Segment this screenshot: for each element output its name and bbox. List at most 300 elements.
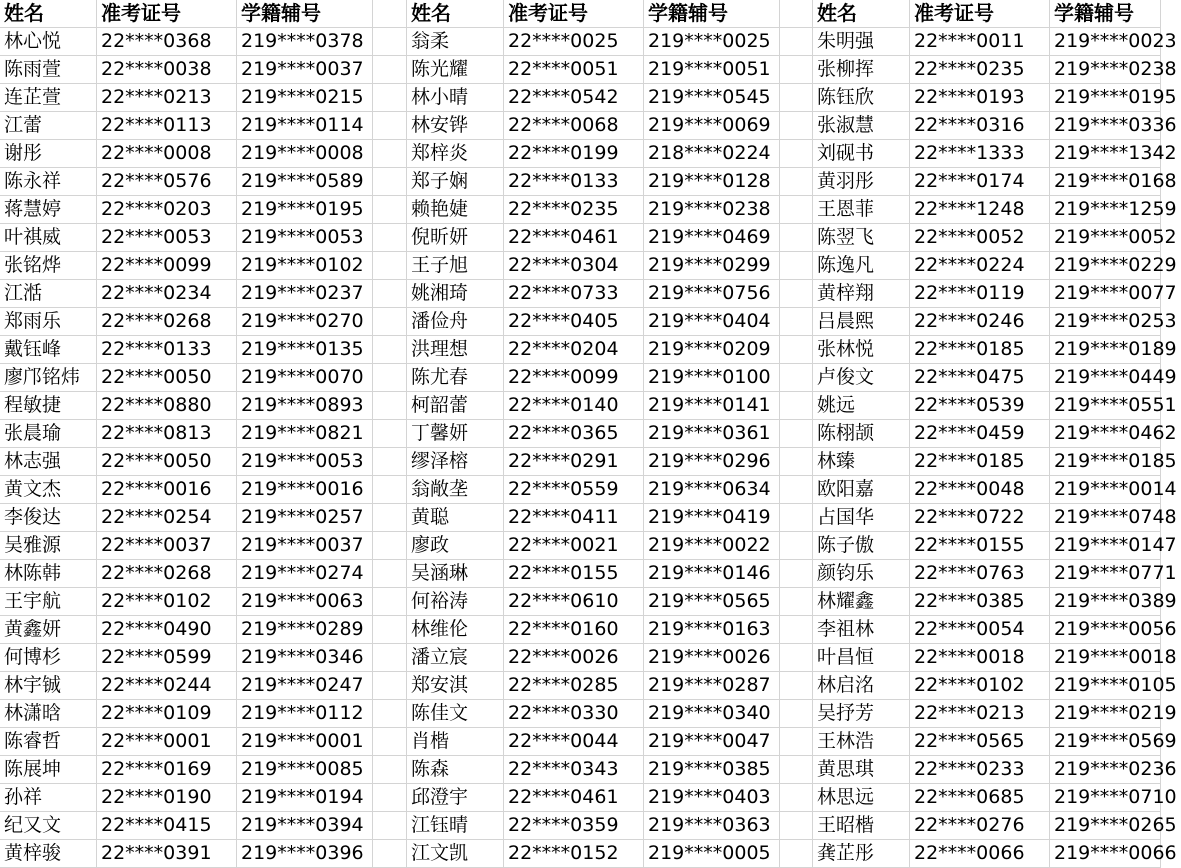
cell-exam-number[interactable]: 22****0234	[97, 280, 237, 308]
cell-student-id[interactable]: 219****0404	[644, 308, 780, 336]
cell-exam-number[interactable]: 22****0001	[97, 728, 237, 756]
cell-student-id[interactable]: 219****0219	[1050, 700, 1161, 728]
cell-exam-number[interactable]: 22****0391	[97, 840, 237, 868]
cell-exam-number[interactable]: 22****0016	[97, 476, 237, 504]
cell-exam-number[interactable]: 22****0268	[97, 308, 237, 336]
cell-student-id[interactable]: 219****0299	[644, 252, 780, 280]
cell-exam-number[interactable]: 22****0155	[910, 532, 1050, 560]
cell-name[interactable]: 蒋慧婷	[0, 196, 97, 224]
spacer-column-cell[interactable]	[780, 588, 813, 616]
cell-name[interactable]: 肖楷	[407, 728, 504, 756]
cell-student-id[interactable]: 219****0378	[237, 28, 373, 56]
cell-exam-number[interactable]: 22****0018	[910, 644, 1050, 672]
cell-name[interactable]: 王林浩	[813, 728, 910, 756]
cell-exam-number[interactable]: 22****0610	[504, 588, 644, 616]
cell-exam-number[interactable]: 22****0722	[910, 504, 1050, 532]
spacer-column-cell[interactable]	[780, 644, 813, 672]
cell-student-id[interactable]: 219****0026	[644, 644, 780, 672]
cell-name[interactable]: 赖艳婕	[407, 196, 504, 224]
cell-student-id[interactable]: 219****0025	[644, 28, 780, 56]
cell-student-id[interactable]: 219****0771	[1050, 560, 1161, 588]
spacer-column-cell[interactable]	[373, 504, 407, 532]
spacer-column-cell[interactable]	[780, 392, 813, 420]
spacer-column-cell[interactable]	[780, 756, 813, 784]
header-exam-number[interactable]: 准考证号	[910, 0, 1050, 28]
cell-student-id[interactable]: 219****0077	[1050, 280, 1161, 308]
spacer-column-cell[interactable]	[373, 28, 407, 56]
spacer-column-cell[interactable]	[373, 784, 407, 812]
cell-name[interactable]: 吴抒芳	[813, 700, 910, 728]
cell-name[interactable]: 林耀鑫	[813, 588, 910, 616]
spacer-column-cell[interactable]	[780, 700, 813, 728]
cell-exam-number[interactable]: 22****0054	[910, 616, 1050, 644]
cell-name[interactable]: 林思远	[813, 784, 910, 812]
cell-student-id[interactable]: 219****0893	[237, 392, 373, 420]
cell-name[interactable]: 李俊达	[0, 504, 97, 532]
cell-student-id[interactable]: 219****0100	[644, 364, 780, 392]
cell-student-id[interactable]: 219****0085	[237, 756, 373, 784]
cell-exam-number[interactable]: 22****0285	[504, 672, 644, 700]
cell-student-id[interactable]: 219****0037	[237, 532, 373, 560]
cell-name[interactable]: 林宇铖	[0, 672, 97, 700]
spacer-column-cell[interactable]	[780, 448, 813, 476]
cell-exam-number[interactable]: 22****0542	[504, 84, 644, 112]
cell-student-id[interactable]: 219****0394	[237, 812, 373, 840]
cell-exam-number[interactable]: 22****0539	[910, 392, 1050, 420]
cell-name[interactable]: 柯韶蕾	[407, 392, 504, 420]
cell-name[interactable]: 黄梓骏	[0, 840, 97, 868]
cell-exam-number[interactable]: 22****0185	[910, 336, 1050, 364]
cell-exam-number[interactable]: 22****0565	[910, 728, 1050, 756]
cell-student-id[interactable]: 219****0102	[237, 252, 373, 280]
cell-name[interactable]: 戴钰峰	[0, 336, 97, 364]
cell-name[interactable]: 何裕涛	[407, 588, 504, 616]
cell-exam-number[interactable]: 22****0415	[97, 812, 237, 840]
spacer-column-cell[interactable]	[373, 280, 407, 308]
cell-exam-number[interactable]: 22****0461	[504, 224, 644, 252]
cell-name[interactable]: 林小晴	[407, 84, 504, 112]
cell-student-id[interactable]: 219****0146	[644, 560, 780, 588]
spacer-column-cell[interactable]	[373, 0, 407, 28]
cell-student-id[interactable]: 219****0037	[237, 56, 373, 84]
spacer-column-cell[interactable]	[373, 364, 407, 392]
cell-exam-number[interactable]: 22****0185	[910, 448, 1050, 476]
cell-exam-number[interactable]: 22****0405	[504, 308, 644, 336]
spacer-column-cell[interactable]	[780, 476, 813, 504]
spacer-column-cell[interactable]	[373, 308, 407, 336]
spacer-column-cell[interactable]	[373, 560, 407, 588]
cell-name[interactable]: 张淑慧	[813, 112, 910, 140]
cell-name[interactable]: 陈佳文	[407, 700, 504, 728]
cell-name[interactable]: 郑梓炎	[407, 140, 504, 168]
cell-student-id[interactable]: 219****0236	[1050, 756, 1161, 784]
header-student-id[interactable]: 学籍辅号	[237, 0, 373, 28]
spacer-column-cell[interactable]	[373, 588, 407, 616]
cell-name[interactable]: 张林悦	[813, 336, 910, 364]
cell-student-id[interactable]: 219****0462	[1050, 420, 1161, 448]
spacer-column-cell[interactable]	[780, 0, 813, 28]
cell-student-id[interactable]: 219****0419	[644, 504, 780, 532]
cell-student-id[interactable]: 219****0396	[237, 840, 373, 868]
cell-student-id[interactable]: 219****0336	[1050, 112, 1161, 140]
spacer-column-cell[interactable]	[780, 560, 813, 588]
cell-student-id[interactable]: 219****0053	[237, 448, 373, 476]
cell-student-id[interactable]: 219****0274	[237, 560, 373, 588]
spacer-column-cell[interactable]	[780, 84, 813, 112]
cell-student-id[interactable]: 219****0185	[1050, 448, 1161, 476]
spacer-column-cell[interactable]	[373, 448, 407, 476]
cell-name[interactable]: 陈逸凡	[813, 252, 910, 280]
header-exam-number[interactable]: 准考证号	[97, 0, 237, 28]
cell-name[interactable]: 王恩菲	[813, 196, 910, 224]
cell-student-id[interactable]: 219****0710	[1050, 784, 1161, 812]
cell-student-id[interactable]: 218****0224	[644, 140, 780, 168]
cell-name[interactable]: 林陈韩	[0, 560, 97, 588]
spacer-column-cell[interactable]	[780, 336, 813, 364]
cell-exam-number[interactable]: 22****0048	[910, 476, 1050, 504]
cell-student-id[interactable]: 219****0105	[1050, 672, 1161, 700]
spacer-column-cell[interactable]	[780, 728, 813, 756]
cell-student-id[interactable]: 219****0147	[1050, 532, 1161, 560]
cell-name[interactable]: 程敏捷	[0, 392, 97, 420]
cell-name[interactable]: 王宇航	[0, 588, 97, 616]
cell-student-id[interactable]: 219****0237	[237, 280, 373, 308]
cell-name[interactable]: 黄思琪	[813, 756, 910, 784]
cell-name[interactable]: 黄文杰	[0, 476, 97, 504]
cell-exam-number[interactable]: 22****0359	[504, 812, 644, 840]
spacer-column-cell[interactable]	[780, 672, 813, 700]
cell-exam-number[interactable]: 22****0316	[910, 112, 1050, 140]
cell-name[interactable]: 陈光耀	[407, 56, 504, 84]
cell-exam-number[interactable]: 22****0244	[97, 672, 237, 700]
cell-exam-number[interactable]: 22****1248	[910, 196, 1050, 224]
cell-exam-number[interactable]: 22****0068	[504, 112, 644, 140]
spacer-column-cell[interactable]	[373, 812, 407, 840]
spacer-column-cell[interactable]	[373, 476, 407, 504]
spacer-column-cell[interactable]	[780, 56, 813, 84]
cell-exam-number[interactable]: 22****0204	[504, 336, 644, 364]
cell-exam-number[interactable]: 22****0102	[910, 672, 1050, 700]
cell-name[interactable]: 吴涵琳	[407, 560, 504, 588]
cell-name[interactable]: 郑安淇	[407, 672, 504, 700]
spacer-column-cell[interactable]	[780, 840, 813, 868]
spacer-column-cell[interactable]	[780, 252, 813, 280]
cell-exam-number[interactable]: 22****0304	[504, 252, 644, 280]
cell-exam-number[interactable]: 22****0102	[97, 588, 237, 616]
cell-exam-number[interactable]: 22****0037	[97, 532, 237, 560]
cell-student-id[interactable]: 219****0289	[237, 616, 373, 644]
cell-name[interactable]: 颜钧乐	[813, 560, 910, 588]
cell-name[interactable]: 林臻	[813, 448, 910, 476]
cell-student-id[interactable]: 219****0569	[1050, 728, 1161, 756]
cell-student-id[interactable]: 219****0001	[237, 728, 373, 756]
cell-exam-number[interactable]: 22****0233	[910, 756, 1050, 784]
cell-name[interactable]: 江钰晴	[407, 812, 504, 840]
cell-student-id[interactable]: 219****0634	[644, 476, 780, 504]
cell-name[interactable]: 翁柔	[407, 28, 504, 56]
cell-name[interactable]: 张晨瑜	[0, 420, 97, 448]
spacer-column-cell[interactable]	[780, 112, 813, 140]
cell-student-id[interactable]: 219****0403	[644, 784, 780, 812]
cell-exam-number[interactable]: 22****0008	[97, 140, 237, 168]
cell-name[interactable]: 吴雅源	[0, 532, 97, 560]
cell-exam-number[interactable]: 22****0099	[504, 364, 644, 392]
cell-exam-number[interactable]: 22****0021	[504, 532, 644, 560]
cell-exam-number[interactable]: 22****0203	[97, 196, 237, 224]
cell-exam-number[interactable]: 22****0576	[97, 168, 237, 196]
cell-student-id[interactable]: 219****0821	[237, 420, 373, 448]
cell-name[interactable]: 翁敞垄	[407, 476, 504, 504]
spacer-column-cell[interactable]	[373, 84, 407, 112]
spacer-column-cell[interactable]	[373, 252, 407, 280]
cell-exam-number[interactable]: 22****0385	[910, 588, 1050, 616]
cell-exam-number[interactable]: 22****0050	[97, 364, 237, 392]
spacer-column-cell[interactable]	[373, 140, 407, 168]
spacer-column-cell[interactable]	[373, 728, 407, 756]
cell-name[interactable]: 缪泽榕	[407, 448, 504, 476]
cell-name[interactable]: 朱明强	[813, 28, 910, 56]
spacer-column-cell[interactable]	[780, 784, 813, 812]
cell-exam-number[interactable]: 22****0026	[504, 644, 644, 672]
spacer-column-cell[interactable]	[780, 280, 813, 308]
cell-student-id[interactable]: 219****0565	[644, 588, 780, 616]
cell-student-id[interactable]: 219****0389	[1050, 588, 1161, 616]
cell-name[interactable]: 江文凯	[407, 840, 504, 868]
cell-student-id[interactable]: 219****0070	[237, 364, 373, 392]
cell-student-id[interactable]: 219****0247	[237, 672, 373, 700]
cell-exam-number[interactable]: 22****1333	[910, 140, 1050, 168]
cell-exam-number[interactable]: 22****0174	[910, 168, 1050, 196]
cell-student-id[interactable]: 219****0022	[644, 532, 780, 560]
cell-name[interactable]: 陈翌飞	[813, 224, 910, 252]
cell-student-id[interactable]: 219****0051	[644, 56, 780, 84]
cell-exam-number[interactable]: 22****0475	[910, 364, 1050, 392]
cell-exam-number[interactable]: 22****0038	[97, 56, 237, 84]
cell-student-id[interactable]: 219****0008	[237, 140, 373, 168]
cell-student-id[interactable]: 219****0023	[1050, 28, 1161, 56]
cell-name[interactable]: 张柳挥	[813, 56, 910, 84]
cell-student-id[interactable]: 219****0469	[644, 224, 780, 252]
cell-name[interactable]: 陈雨萱	[0, 56, 97, 84]
cell-student-id[interactable]: 219****0551	[1050, 392, 1161, 420]
cell-name[interactable]: 何博杉	[0, 644, 97, 672]
cell-name[interactable]: 叶昌恒	[813, 644, 910, 672]
spacer-column-cell[interactable]	[780, 224, 813, 252]
cell-name[interactable]: 洪理想	[407, 336, 504, 364]
cell-exam-number[interactable]: 22****0461	[504, 784, 644, 812]
cell-exam-number[interactable]: 22****0559	[504, 476, 644, 504]
cell-exam-number[interactable]: 22****0169	[97, 756, 237, 784]
cell-student-id[interactable]: 219****0229	[1050, 252, 1161, 280]
cell-student-id[interactable]: 219****0756	[644, 280, 780, 308]
cell-name[interactable]: 丁馨妍	[407, 420, 504, 448]
cell-student-id[interactable]: 219****0346	[237, 644, 373, 672]
header-name[interactable]: 姓名	[0, 0, 97, 28]
cell-exam-number[interactable]: 22****0193	[910, 84, 1050, 112]
cell-exam-number[interactable]: 22****0155	[504, 560, 644, 588]
cell-exam-number[interactable]: 22****0044	[504, 728, 644, 756]
cell-exam-number[interactable]: 22****0733	[504, 280, 644, 308]
cell-student-id[interactable]: 219****0141	[644, 392, 780, 420]
cell-exam-number[interactable]: 22****0052	[910, 224, 1050, 252]
cell-name[interactable]: 姚湘琦	[407, 280, 504, 308]
cell-student-id[interactable]: 219****0112	[237, 700, 373, 728]
cell-student-id[interactable]: 219****0128	[644, 168, 780, 196]
spacer-column-cell[interactable]	[780, 308, 813, 336]
header-name[interactable]: 姓名	[813, 0, 910, 28]
cell-student-id[interactable]: 219****0135	[237, 336, 373, 364]
cell-name[interactable]: 林志强	[0, 448, 97, 476]
cell-exam-number[interactable]: 22****0050	[97, 448, 237, 476]
cell-exam-number[interactable]: 22****0365	[504, 420, 644, 448]
cell-student-id[interactable]: 219****0449	[1050, 364, 1161, 392]
spacer-column-cell[interactable]	[780, 28, 813, 56]
spacer-column-cell[interactable]	[373, 196, 407, 224]
cell-exam-number[interactable]: 22****0213	[97, 84, 237, 112]
cell-exam-number[interactable]: 22****0066	[910, 840, 1050, 868]
cell-name[interactable]: 郑子娴	[407, 168, 504, 196]
spacer-column-cell[interactable]	[373, 112, 407, 140]
header-exam-number[interactable]: 准考证号	[504, 0, 644, 28]
cell-name[interactable]: 郑雨乐	[0, 308, 97, 336]
header-student-id[interactable]: 学籍辅号	[644, 0, 780, 28]
cell-exam-number[interactable]: 22****0011	[910, 28, 1050, 56]
cell-exam-number[interactable]: 22****0133	[97, 336, 237, 364]
spacer-column-cell[interactable]	[373, 616, 407, 644]
cell-name[interactable]: 林维伦	[407, 616, 504, 644]
cell-name[interactable]: 江湉	[0, 280, 97, 308]
cell-student-id[interactable]: 219****0545	[644, 84, 780, 112]
cell-student-id[interactable]: 219****0005	[644, 840, 780, 868]
cell-student-id[interactable]: 219****0053	[237, 224, 373, 252]
cell-name[interactable]: 陈栩颉	[813, 420, 910, 448]
cell-name[interactable]: 黄聪	[407, 504, 504, 532]
cell-student-id[interactable]: 219****0114	[237, 112, 373, 140]
cell-student-id[interactable]: 219****0257	[237, 504, 373, 532]
spacer-column-cell[interactable]	[780, 616, 813, 644]
header-student-id[interactable]: 学籍辅号	[1050, 0, 1161, 28]
cell-name[interactable]: 张铭烨	[0, 252, 97, 280]
cell-student-id[interactable]: 219****0296	[644, 448, 780, 476]
spacer-column-cell[interactable]	[780, 168, 813, 196]
spacer-column-cell[interactable]	[373, 644, 407, 672]
cell-student-id[interactable]: 219****0238	[1050, 56, 1161, 84]
cell-student-id[interactable]: 219****0063	[237, 588, 373, 616]
cell-name[interactable]: 陈永祥	[0, 168, 97, 196]
cell-exam-number[interactable]: 22****0190	[97, 784, 237, 812]
cell-exam-number[interactable]: 22****0276	[910, 812, 1050, 840]
cell-student-id[interactable]: 219****0287	[644, 672, 780, 700]
cell-name[interactable]: 黄梓翔	[813, 280, 910, 308]
cell-name[interactable]: 谢彤	[0, 140, 97, 168]
cell-exam-number[interactable]: 22****0490	[97, 616, 237, 644]
cell-name[interactable]: 王昭楷	[813, 812, 910, 840]
cell-name[interactable]: 陈森	[407, 756, 504, 784]
cell-name[interactable]: 王子旭	[407, 252, 504, 280]
cell-name[interactable]: 卢俊文	[813, 364, 910, 392]
cell-name[interactable]: 林启洺	[813, 672, 910, 700]
cell-name[interactable]: 陈睿哲	[0, 728, 97, 756]
cell-student-id[interactable]: 219****0209	[644, 336, 780, 364]
cell-name[interactable]: 潘俭舟	[407, 308, 504, 336]
spacer-column-cell[interactable]	[373, 532, 407, 560]
cell-name[interactable]: 林潇晗	[0, 700, 97, 728]
cell-name[interactable]: 连芷萱	[0, 84, 97, 112]
spacer-column-cell[interactable]	[780, 420, 813, 448]
cell-exam-number[interactable]: 22****0053	[97, 224, 237, 252]
cell-exam-number[interactable]: 22****0763	[910, 560, 1050, 588]
cell-exam-number[interactable]: 22****0268	[97, 560, 237, 588]
spacer-column-cell[interactable]	[373, 700, 407, 728]
cell-student-id[interactable]: 219****0265	[1050, 812, 1161, 840]
spacer-column-cell[interactable]	[373, 392, 407, 420]
cell-student-id[interactable]: 219****0340	[644, 700, 780, 728]
cell-student-id[interactable]: 219****0189	[1050, 336, 1161, 364]
cell-student-id[interactable]: 219****0253	[1050, 308, 1161, 336]
cell-student-id[interactable]: 219****0069	[644, 112, 780, 140]
cell-exam-number[interactable]: 22****0119	[910, 280, 1050, 308]
cell-exam-number[interactable]: 22****0133	[504, 168, 644, 196]
cell-student-id[interactable]: 219****0163	[644, 616, 780, 644]
cell-exam-number[interactable]: 22****0411	[504, 504, 644, 532]
spacer-column-cell[interactable]	[373, 336, 407, 364]
cell-student-id[interactable]: 219****0168	[1050, 168, 1161, 196]
cell-name[interactable]: 廖邝铭炜	[0, 364, 97, 392]
cell-exam-number[interactable]: 22****0140	[504, 392, 644, 420]
cell-student-id[interactable]: 219****0215	[237, 84, 373, 112]
spacer-column-cell[interactable]	[780, 196, 813, 224]
cell-student-id[interactable]: 219****0014	[1050, 476, 1161, 504]
spacer-column-cell[interactable]	[780, 532, 813, 560]
cell-name[interactable]: 黄羽彤	[813, 168, 910, 196]
cell-exam-number[interactable]: 22****0235	[910, 56, 1050, 84]
cell-name[interactable]: 叶祺威	[0, 224, 97, 252]
spacer-column-cell[interactable]	[373, 420, 407, 448]
cell-name[interactable]: 孙祥	[0, 784, 97, 812]
cell-exam-number[interactable]: 22****0235	[504, 196, 644, 224]
header-name[interactable]: 姓名	[407, 0, 504, 28]
spacer-column-cell[interactable]	[373, 840, 407, 868]
cell-student-id[interactable]: 219****0361	[644, 420, 780, 448]
cell-exam-number[interactable]: 22****0051	[504, 56, 644, 84]
cell-student-id[interactable]: 219****0194	[237, 784, 373, 812]
cell-name[interactable]: 林安铧	[407, 112, 504, 140]
cell-student-id[interactable]: 219****0589	[237, 168, 373, 196]
cell-exam-number[interactable]: 22****0113	[97, 112, 237, 140]
cell-exam-number[interactable]: 22****0813	[97, 420, 237, 448]
cell-student-id[interactable]: 219****0385	[644, 756, 780, 784]
cell-exam-number[interactable]: 22****0099	[97, 252, 237, 280]
cell-name[interactable]: 陈钰欣	[813, 84, 910, 112]
cell-exam-number[interactable]: 22****0224	[910, 252, 1050, 280]
cell-name[interactable]: 倪昕妍	[407, 224, 504, 252]
cell-exam-number[interactable]: 22****0213	[910, 700, 1050, 728]
cell-name[interactable]: 林心悦	[0, 28, 97, 56]
cell-exam-number[interactable]: 22****0025	[504, 28, 644, 56]
cell-name[interactable]: 龚芷彤	[813, 840, 910, 868]
cell-student-id[interactable]: 219****1259	[1050, 196, 1161, 224]
cell-student-id[interactable]: 219****0748	[1050, 504, 1161, 532]
cell-name[interactable]: 廖政	[407, 532, 504, 560]
cell-student-id[interactable]: 219****0056	[1050, 616, 1161, 644]
cell-name[interactable]: 陈展坤	[0, 756, 97, 784]
cell-exam-number[interactable]: 22****0160	[504, 616, 644, 644]
cell-exam-number[interactable]: 22****0152	[504, 840, 644, 868]
cell-student-id[interactable]: 219****0238	[644, 196, 780, 224]
cell-name[interactable]: 陈尤春	[407, 364, 504, 392]
spacer-column-cell[interactable]	[373, 756, 407, 784]
cell-name[interactable]: 黄鑫妍	[0, 616, 97, 644]
